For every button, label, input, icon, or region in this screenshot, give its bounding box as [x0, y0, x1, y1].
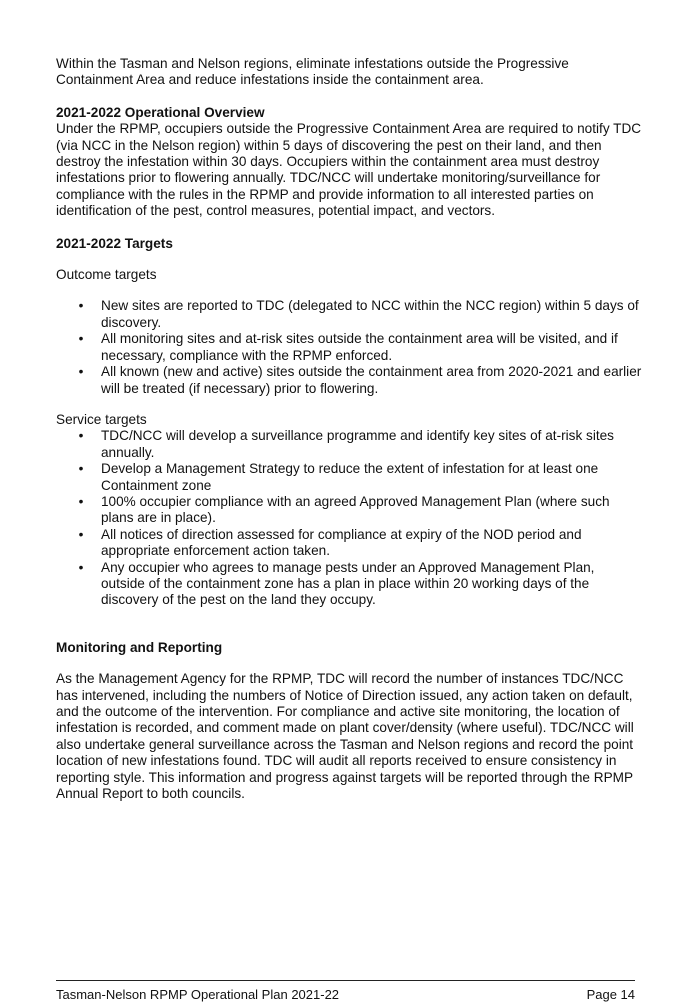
- list-item-text: All known (new and active) sites outside the containment area from 2020-2021 and earlier will be treated (if necessary) prior to flowering.: [101, 364, 642, 396]
- list-item: [56, 364, 642, 397]
- list-item-text: New sites are reported to TDC (delegated to NCC within the NCC region) within 5 days of discovery.: [101, 298, 639, 330]
- list-item: [56, 298, 642, 331]
- list-item-text: Any occupier who agrees to manage pests under an Approved Management Plan, outside of the containment zone has a plan in place within 20 working days of the discovery of the pest on the land they occupy.: [101, 559, 595, 608]
- footer-document-title: Tasman-Nelson RPMP Operational Plan 2021-22: [56, 987, 340, 1002]
- list-item: [56, 461, 642, 494]
- list-item-text: 100% occupier compliance with an agreed Approved Management Plan (where such plans are in place).: [101, 493, 610, 526]
- monitoring-heading: Monitoring and Reporting: [56, 639, 223, 655]
- list-item: [56, 331, 642, 364]
- service-targets-label: Service targets: [56, 411, 147, 427]
- footer-page-number: Page 14: [586, 987, 635, 1002]
- bullet-icon: •: [78, 526, 84, 542]
- bullet-icon: •: [78, 331, 84, 347]
- overview-heading: 2021-2022 Operational Overview: [56, 104, 265, 120]
- service-targets-list: [56, 428, 642, 608]
- outcome-targets-list: [56, 298, 642, 396]
- bullet-icon: •: [78, 298, 84, 314]
- list-item: [56, 428, 642, 461]
- targets-heading: 2021-2022 Targets: [56, 235, 173, 251]
- list-item: [56, 527, 642, 560]
- bullet-icon: •: [78, 461, 84, 477]
- bullet-icon: •: [78, 364, 84, 380]
- page-footer: [56, 980, 635, 1002]
- bullet-icon: •: [78, 559, 84, 575]
- document-page: [56, 56, 642, 802]
- list-item: [56, 494, 642, 527]
- list-item-text: All notices of direction assessed for compliance at expiry of the NOD period and appropriate enforcement action taken.: [101, 526, 582, 559]
- list-item-text: All monitoring sites and at-risk sites outside the containment area will be visited, and if necessary, compliance with the RPMP enforced.: [101, 331, 618, 363]
- list-item-text: TDC/NCC will develop a surveillance programme and identify key sites of at-risk sites annually.: [101, 428, 614, 460]
- outcome-targets-label: Outcome targets: [56, 267, 157, 283]
- bullet-icon: •: [78, 428, 84, 444]
- monitoring-paragraph: As the Management Agency for the RPMP, TDC will record the number of instances TDC/NCC has intervened, including the numbers of Notice of Direction issued, any action taken on default, and the outcome of the intervention. For compliance and active site monitoring, the location of infestation is recorded, and comment made on plant cover/density (where useful). TDC/NCC will also undertake general surveillance across the Tasman and Nelson regions and record the point location of new infestations found. TDC will audit all reports received to ensure consistency in reporting style. This information and progress against targets will be reported through the RPMP Annual Report to both councils.: [56, 671, 634, 802]
- list-item: [56, 560, 642, 609]
- overview-paragraph: Under the RPMP, occupiers outside the Progressive Containment Area are required to notify TDC (via NCC in the Nelson region) within 5 days of discovering the pest on their land, and then destroy the infestation within 30 days. Occupiers within the containment area must destroy infestations prior to flowering annually. TDC/NCC will undertake monitoring/surveillance for compliance with the rules in the RPMP and provide information to all interested parties on identification of the pest, control measures, potential impact, and vectors.: [56, 121, 642, 219]
- intro-paragraph: Within the Tasman and Nelson regions, eliminate infestations outside the Progressive Containment Area and reduce infestations inside the containment area.: [56, 56, 569, 88]
- list-item-text: Develop a Management Strategy to reduce the extent of infestation for at least one Containment zone: [101, 461, 599, 493]
- bullet-icon: •: [78, 493, 84, 509]
